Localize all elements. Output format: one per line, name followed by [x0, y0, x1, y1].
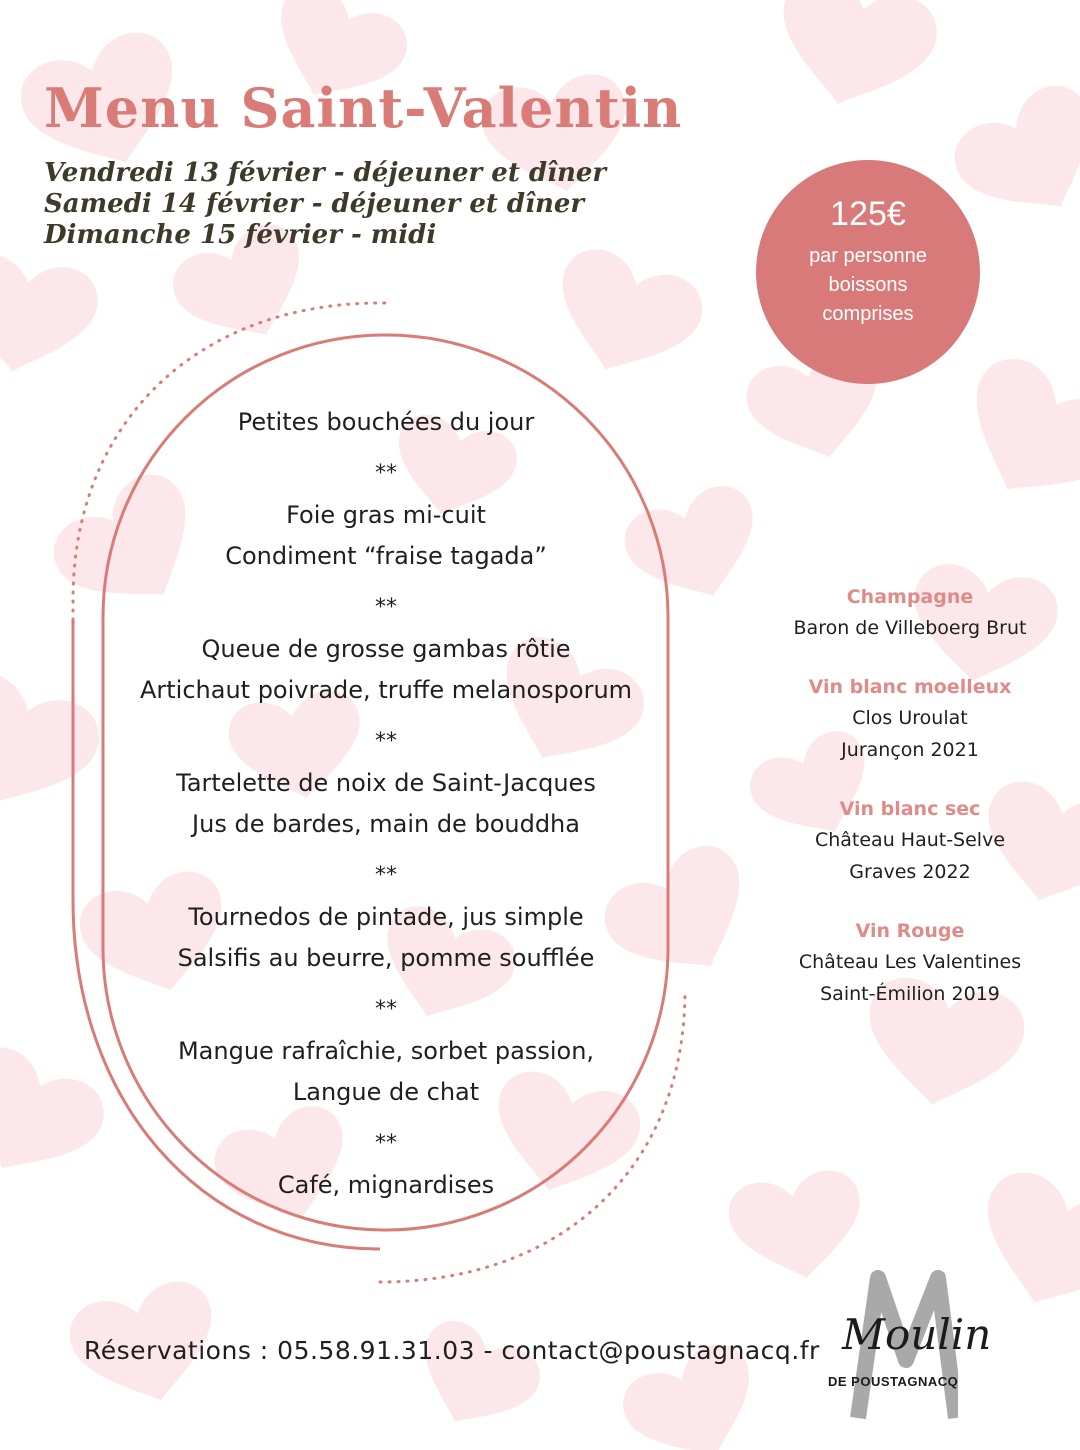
course-line: Petites bouchées du jour [237, 408, 535, 436]
course-line: Queue de grosse gambas rôtie [201, 635, 571, 663]
wine-appellation: Saint-Émilion 2019 [820, 983, 1000, 1005]
course-line: Tartelette de noix de Saint-Jacques [176, 769, 596, 797]
wine-category: Vin Rouge [855, 920, 965, 942]
reservation-info: Réservations : 05.58.91.31.03 - contact@poustagnacq.fr [84, 1336, 820, 1365]
course-line: Jus de bardes, main de bouddha [192, 810, 580, 838]
course-separator: ** [375, 461, 397, 486]
wine-name: Château Haut-Selve [814, 829, 1006, 851]
price-note-per-person: par personne [809, 245, 927, 267]
date-line-friday: Vendredi 13 février - déjeuner et dîner [44, 158, 607, 188]
wine-name: Clos Uroulat [852, 707, 968, 729]
wine-category: Vin blanc moelleux [808, 676, 1012, 698]
course-separator: ** [375, 997, 397, 1022]
course-separator: ** [375, 863, 397, 888]
course-6 [76, 1031, 696, 1113]
wine-champagne [760, 582, 1060, 644]
wine-category: Champagne [846, 586, 974, 608]
date-line-sunday: Dimanche 15 février - midi [44, 220, 437, 250]
price-note-included: comprises [822, 303, 914, 325]
date-line-saturday: Samedi 14 février - déjeuner et dîner [44, 189, 585, 219]
wine-appellation: Jurançon 2021 [841, 739, 979, 761]
course-line: Mangue rafraîchie, sorbet passion, [177, 1037, 595, 1065]
menu-courses [76, 402, 696, 1206]
course-2 [76, 495, 696, 577]
wine-category: Vin blanc sec [839, 798, 981, 820]
wine-sweet-white [760, 672, 1060, 766]
course-line: Artichaut poivrade, truffe melanosporum [139, 676, 633, 704]
course-1 [76, 402, 696, 443]
course-line: Tournedos de pintade, jus simple [188, 903, 584, 931]
course-separator: ** [375, 595, 397, 620]
logo-wordmark: Moulin [842, 1310, 992, 1359]
course-3 [76, 629, 696, 711]
course-line: Langue de chat [292, 1078, 480, 1106]
moulin-logo [820, 1270, 1000, 1420]
course-line: Condiment “fraise tagada” [225, 542, 547, 570]
course-line: Foie gras mi-cuit [286, 501, 486, 529]
course-5 [76, 897, 696, 979]
course-line: Café, mignardises [277, 1171, 495, 1199]
logo-subtitle: DE POUSTAGNACQ [828, 1374, 959, 1389]
course-separator: ** [375, 729, 397, 754]
wine-name: Baron de Villeboerg Brut [793, 617, 1027, 639]
course-4 [76, 763, 696, 845]
wine-dry-white [760, 794, 1060, 888]
price-amount: 125€ [830, 195, 906, 233]
wine-list [760, 582, 1060, 1038]
course-separator: ** [375, 1131, 397, 1156]
wine-name: Château Les Valentines [798, 951, 1022, 973]
wine-red [760, 916, 1060, 1010]
course-7 [76, 1165, 696, 1206]
page-title: Menu Saint-Valentin [44, 76, 683, 140]
wine-appellation: Graves 2022 [849, 861, 971, 883]
course-line: Salsifis au beurre, pomme soufflée [177, 944, 595, 972]
price-note-drinks: boissons [828, 274, 908, 296]
